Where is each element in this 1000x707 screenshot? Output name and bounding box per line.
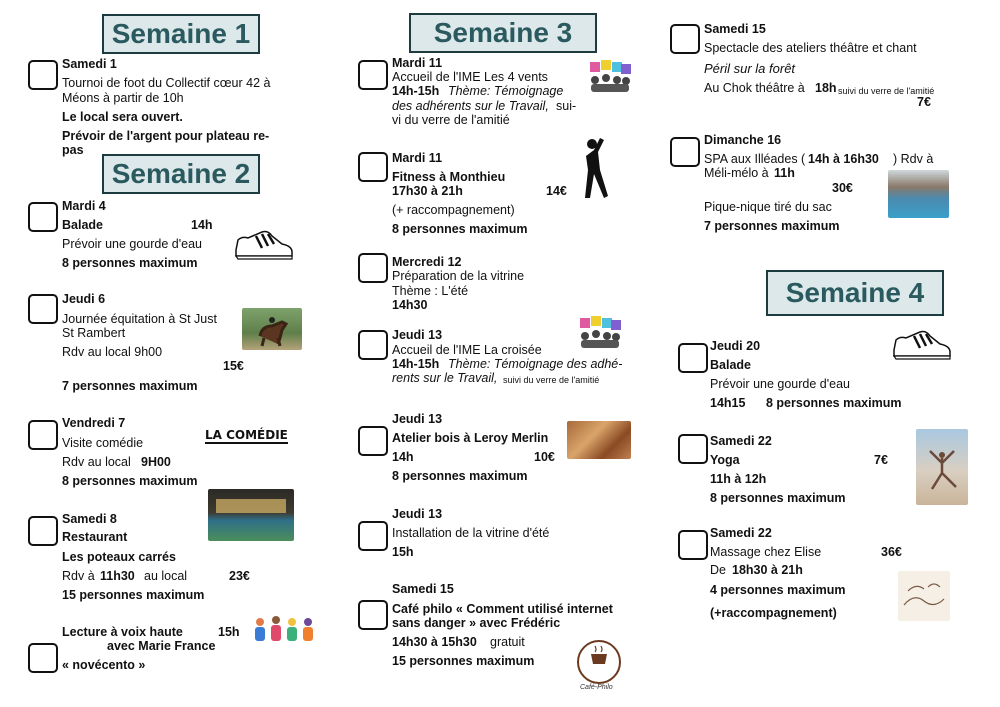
checkbox-jeudi-13-bois[interactable] bbox=[358, 426, 388, 456]
checkbox-samedi-22-massage[interactable] bbox=[678, 530, 708, 560]
week-2-heading: Semaine 2 bbox=[102, 154, 260, 194]
event-line: Au Chok théâtre à bbox=[704, 81, 805, 95]
checkbox-mardi-11-ime[interactable] bbox=[358, 60, 388, 90]
checkbox-jeudi-13-vitrine[interactable] bbox=[358, 521, 388, 551]
event-max: 15 personnes maximum bbox=[62, 588, 205, 602]
people-sign-icon bbox=[588, 60, 632, 94]
checkbox-jeudi-6[interactable] bbox=[28, 294, 58, 324]
event-max: 8 personnes maximum bbox=[62, 474, 198, 488]
event-line: Rdv au local bbox=[62, 455, 131, 469]
event-line: Rdv au local 9h00 bbox=[62, 345, 163, 359]
event-max: 15 personnes maximum bbox=[392, 654, 535, 668]
event-title: Mardi 4 bbox=[62, 199, 106, 213]
event-max: 7 personnes maximum bbox=[704, 219, 840, 233]
event-line: Rdv à bbox=[62, 569, 95, 583]
event-title: Samedi 22 bbox=[710, 434, 772, 448]
event-time: 11h bbox=[774, 166, 795, 180]
event-price: 14€ bbox=[546, 184, 567, 198]
event-line: Accueil de l'IME Les 4 vents bbox=[392, 70, 548, 84]
event-price: 7€ bbox=[874, 453, 888, 467]
woodwork-photo bbox=[567, 421, 631, 459]
event-line: Journée équitation à St Just bbox=[62, 312, 217, 326]
event-show-title: Péril sur la forêt bbox=[704, 61, 796, 76]
event-line: sans danger » avec Frédéric bbox=[392, 616, 561, 630]
checkbox-vendredi-7[interactable] bbox=[28, 420, 58, 450]
event-theme: rents sur le Travail, bbox=[392, 371, 498, 385]
event-name: Restaurant bbox=[62, 530, 128, 544]
event-title: Samedi 15 bbox=[392, 582, 454, 596]
event-time: 11h30 bbox=[100, 569, 135, 583]
event-line: SPA aux Illéades ( bbox=[704, 152, 806, 166]
event-line: « novécento » bbox=[62, 658, 146, 672]
event-theme: Thème: Témoignage des adhé- bbox=[448, 357, 623, 371]
event-max: 7 personnes maximum bbox=[62, 379, 198, 393]
event-theme: Thème: Témoignage bbox=[448, 84, 564, 98]
event-max: 8 personnes maximum bbox=[710, 491, 846, 505]
event-time: 9H00 bbox=[141, 455, 171, 469]
event-line: De bbox=[710, 563, 726, 577]
sneaker-icon bbox=[890, 326, 954, 362]
event-time: 14h bbox=[392, 450, 414, 464]
event-line: Visite comédie bbox=[62, 436, 144, 450]
event-price: 7€ bbox=[917, 95, 931, 109]
reading-group-icon bbox=[250, 612, 320, 646]
restaurant-photo bbox=[208, 489, 294, 541]
checkbox-samedi-1[interactable] bbox=[28, 60, 58, 90]
massage-sketch bbox=[898, 571, 950, 621]
event-max: 4 personnes maximum bbox=[710, 583, 846, 597]
event-name: Balade bbox=[710, 358, 751, 372]
event-time: 14h15 bbox=[710, 396, 746, 410]
event-name: Atelier bois à Leroy Merlin bbox=[392, 431, 549, 445]
checkbox-mardi-11-fitness[interactable] bbox=[358, 152, 388, 182]
event-time: 14h à 16h30 bbox=[808, 152, 879, 166]
cafe-philo-logo bbox=[577, 640, 621, 684]
event-title: Samedi 8 bbox=[62, 512, 117, 526]
event-name: Fitness à Monthieu bbox=[392, 170, 506, 184]
event-title: Samedi 15 bbox=[704, 22, 766, 36]
sneaker-icon bbox=[232, 226, 296, 262]
checkbox-samedi-22-yoga[interactable] bbox=[678, 434, 708, 464]
event-line: Méli-mélo à bbox=[704, 166, 769, 180]
event-line: suivi du verre de l'amitié bbox=[503, 375, 600, 385]
event-line: Spectacle des ateliers théâtre et chant bbox=[704, 41, 917, 55]
event-title: Dimanche 16 bbox=[704, 133, 782, 147]
event-time: 15h bbox=[392, 545, 414, 559]
event-line: ) Rdv à bbox=[893, 152, 934, 166]
event-time: 17h30 à 21h bbox=[392, 184, 463, 198]
checkbox-jeudi-20[interactable] bbox=[678, 343, 708, 373]
checkbox-samedi-15-cafe[interactable] bbox=[358, 600, 388, 630]
event-time: 14h bbox=[191, 218, 213, 232]
spa-pool-photo bbox=[888, 170, 949, 218]
event-max: 8 personnes maximum bbox=[766, 396, 902, 410]
event-line: sui- bbox=[556, 99, 577, 113]
event-line: Prévoir une gourde d'eau bbox=[62, 237, 202, 251]
event-time: 18h bbox=[815, 81, 837, 95]
event-price: 23€ bbox=[229, 569, 250, 583]
event-max: 8 personnes maximum bbox=[62, 256, 198, 270]
event-time: 15h bbox=[218, 625, 240, 639]
event-title: Jeudi 6 bbox=[62, 292, 106, 306]
yoga-photo bbox=[916, 429, 968, 505]
event-name: Balade bbox=[62, 218, 103, 232]
people-sign-icon bbox=[578, 316, 622, 350]
event-line: Prévoir de l'argent pour plateau re- bbox=[62, 129, 270, 143]
checkbox-lecture[interactable] bbox=[28, 643, 58, 673]
fitness-silhouette-icon bbox=[578, 136, 618, 200]
event-price: 15€ bbox=[223, 359, 244, 373]
event-title: Samedi 22 bbox=[710, 526, 772, 540]
event-time: 14h-15h bbox=[392, 357, 440, 371]
checkbox-mercredi-12[interactable] bbox=[358, 253, 388, 283]
event-line: gratuit bbox=[490, 635, 525, 649]
horse-riding-photo bbox=[242, 308, 302, 350]
event-line: Méons à partir de 10h bbox=[62, 91, 184, 105]
event-price: 30€ bbox=[832, 181, 853, 195]
event-max: 8 personnes maximum bbox=[392, 469, 528, 483]
event-time: 14h30 à 15h30 bbox=[392, 635, 477, 649]
event-title: Jeudi 13 bbox=[392, 412, 443, 426]
checkbox-samedi-8[interactable] bbox=[28, 516, 58, 546]
event-time: 11h à 12h bbox=[710, 472, 767, 486]
checkbox-mardi-4[interactable] bbox=[28, 202, 58, 232]
checkbox-samedi-15-spectacle[interactable] bbox=[670, 24, 700, 54]
week-1-heading: Semaine 1 bbox=[102, 14, 260, 54]
event-line: vi du verre de l'amitié bbox=[392, 113, 510, 127]
la-comedie-logo: LA COMÉDIE bbox=[205, 428, 288, 442]
event-name: Yoga bbox=[710, 453, 740, 467]
event-line: Pique-nique tiré du sac bbox=[704, 200, 832, 214]
event-max: 8 personnes maximum bbox=[392, 222, 528, 236]
event-title: Lecture à voix haute bbox=[62, 625, 183, 639]
week-4-heading: Semaine 4 bbox=[766, 270, 944, 316]
event-line: (+ raccompagnement) bbox=[392, 203, 515, 217]
week-3-heading: Semaine 3 bbox=[409, 13, 597, 53]
event-line: Massage chez Elise bbox=[710, 545, 822, 559]
event-theme: des adhérents sur le Travail, bbox=[392, 99, 549, 113]
event-line: au local bbox=[144, 569, 188, 583]
checkbox-jeudi-13-ime[interactable] bbox=[358, 330, 388, 360]
event-price: 10€ bbox=[534, 450, 555, 464]
event-line: Prévoir une gourde d'eau bbox=[710, 377, 850, 391]
event-line: pas bbox=[62, 143, 84, 157]
event-time: 14h30 bbox=[392, 298, 428, 312]
event-time: 14h-15h bbox=[392, 84, 440, 98]
event-line: Thème : L'été bbox=[392, 284, 469, 298]
event-line: St Rambert bbox=[62, 326, 126, 340]
event-title: Jeudi 20 bbox=[710, 339, 761, 353]
event-title: Jeudi 13 bbox=[392, 507, 443, 521]
event-line: Café philo « Comment utilisé internet bbox=[392, 602, 613, 616]
event-price: 36€ bbox=[881, 545, 902, 559]
checkbox-dimanche-16[interactable] bbox=[670, 137, 700, 167]
event-place: Les poteaux carrés bbox=[62, 550, 176, 564]
event-line: avec Marie France bbox=[107, 639, 216, 653]
event-line: Le local sera ouvert. bbox=[62, 110, 183, 124]
event-title: Samedi 1 bbox=[62, 57, 117, 71]
event-line: suivi du verre de l'amitié bbox=[838, 86, 935, 96]
event-line: Accueil de l'IME La croisée bbox=[392, 343, 542, 357]
event-time: 18h30 à 21h bbox=[732, 563, 803, 577]
event-title: Mercredi 12 bbox=[392, 255, 462, 269]
event-line: Préparation de la vitrine bbox=[392, 269, 525, 283]
event-line: Installation de la vitrine d'été bbox=[392, 526, 550, 540]
event-title: Jeudi 13 bbox=[392, 328, 443, 342]
event-title: Mardi 11 bbox=[392, 151, 443, 165]
event-title: Mardi 11 bbox=[392, 56, 443, 70]
event-line: Tournoi de foot du Collectif cœur 42 à bbox=[62, 76, 271, 90]
event-title: Vendredi 7 bbox=[62, 416, 126, 430]
event-line: (+raccompagnement) bbox=[710, 606, 837, 620]
cafe-philo-label: Café-Philo bbox=[580, 684, 613, 691]
